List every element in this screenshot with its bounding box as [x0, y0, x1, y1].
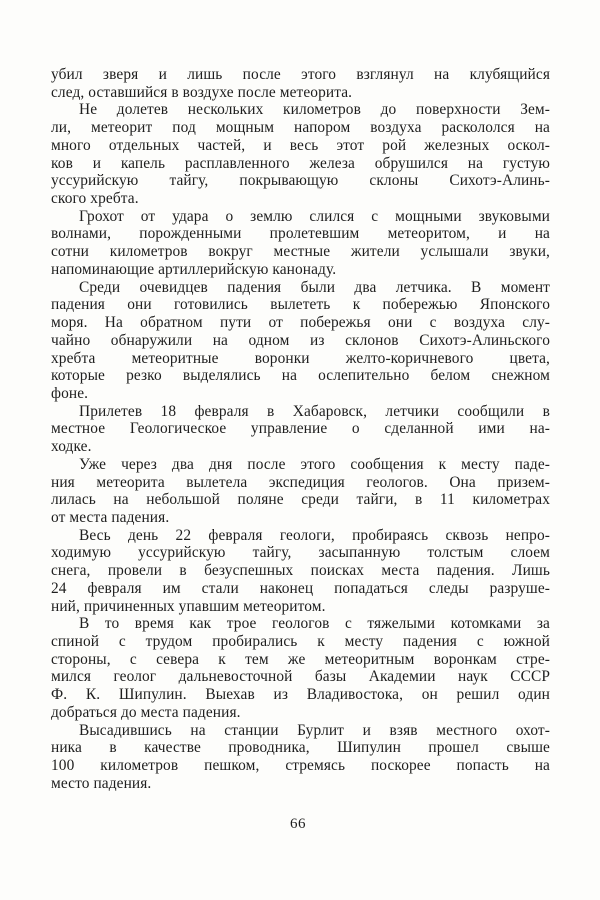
paragraph	[51, 403, 550, 456]
text-line: спиной с трудом пробирались к месту падения с южной	[51, 633, 550, 650]
text-line: хребта метеоритные воронки желто-коричневого цвета,	[51, 349, 550, 367]
text-line: ний, причиненных упавшим метеоритом.	[51, 597, 326, 615]
text-line: стороны, с севера к тем же метеоритным воронкам стре-	[51, 650, 550, 668]
paragraph	[51, 101, 550, 207]
paragraph	[51, 66, 550, 101]
text-line: которые резко выделялись на ослепительно белом снежном	[51, 367, 550, 385]
text-line: ходке.	[51, 438, 92, 456]
text-line: от места падения.	[51, 508, 170, 526]
text-line: Не долетев нескольких километров до поверхности Зем-	[79, 101, 550, 119]
text-line: местное Геологическое управление о сделанной ими на-	[51, 420, 550, 438]
text-line: много отдельных частей, и весь этот рой железных оскол-	[51, 136, 550, 154]
text-line: волнами, порожденными пролетевшим метеоритом, и на	[51, 225, 550, 243]
text-line: сотни километров вокруг местные жители услышали звуки,	[51, 243, 550, 261]
text-line: ков и капель расплавленного железа обрушился на густую	[51, 154, 550, 172]
paragraph	[51, 456, 550, 527]
page-number: 66	[290, 816, 306, 832]
paragraph	[51, 722, 550, 793]
text-line: Весь день 22 февраля геологи, пробираясь сквозь непро-	[79, 526, 550, 544]
text-line: ли, метеорит под мощным напором воздуха раскололся на	[51, 119, 550, 137]
text-line: Грохот от удара о землю слился с мощными звуковыми	[79, 207, 550, 225]
text-line: лилась на небольшой поляне среди тайги, в 11 километрах	[51, 491, 550, 509]
text-column	[51, 66, 550, 792]
paragraph	[51, 208, 550, 279]
text-line: Прилетев 18 февраля в Хабаровск, летчики сообщили в	[79, 402, 550, 420]
text-line: 100 километров пешком, стремясь поскорее попасть на	[51, 757, 550, 775]
text-line: моря. На обратном пути от побережья они с воздуха слу-	[51, 314, 550, 332]
text-line: добраться до места падения.	[51, 703, 241, 721]
paragraph	[51, 615, 550, 721]
text-line: Среди очевидцев падения были два летчика. В момент	[79, 278, 550, 296]
text-line: ского хребта.	[51, 190, 139, 208]
text-line: напоминающие артиллерийскую канонаду.	[51, 260, 337, 278]
text-line: чайно обнаружили на одном из склонов Сихотэ-Алиньского	[51, 331, 550, 349]
text-line: убил зверя и лишь после этого взглянул на клубящийся	[51, 66, 550, 83]
text-line: падения они готовились вылететь к побережью Японского	[51, 296, 550, 314]
text-line: 24 февраля им стали наконец попадаться следы разруше-	[51, 579, 550, 597]
text-line: В то время как трое геологов с тяжелыми котомками за	[79, 615, 550, 633]
text-line: место падения.	[51, 774, 152, 792]
text-line: снега, провели в безуспешных поисках места падения. Лишь	[51, 562, 550, 580]
text-line: уссурийскую тайгу, покрывающую склоны Сихотэ-Алинь-	[51, 172, 550, 190]
text-line: ходимую уссурийскую тайгу, засыпанную толстым слоем	[51, 544, 550, 562]
text-line: след, оставшийся в воздухе после метеорита.	[51, 83, 353, 101]
text-line: ния метеорита вылетела экспедиция геологов. Она призем-	[51, 473, 550, 491]
text-line: Ф. К. Шипулин. Выехав из Владивостока, он решил один	[51, 686, 550, 704]
text-line: мился геолог дальневосточной базы Академии наук СССР	[51, 668, 550, 686]
paragraph	[51, 279, 550, 403]
text-line: Высадившись на станции Бурлит и взяв местного охот-	[79, 721, 550, 739]
text-line: Уже через два дня после этого сообщения к месту паде-	[79, 455, 550, 473]
paragraph	[51, 527, 550, 616]
text-line: фоне.	[51, 384, 89, 402]
text-line: ника в качестве проводника, Шипулин прошел свыше	[51, 739, 550, 757]
